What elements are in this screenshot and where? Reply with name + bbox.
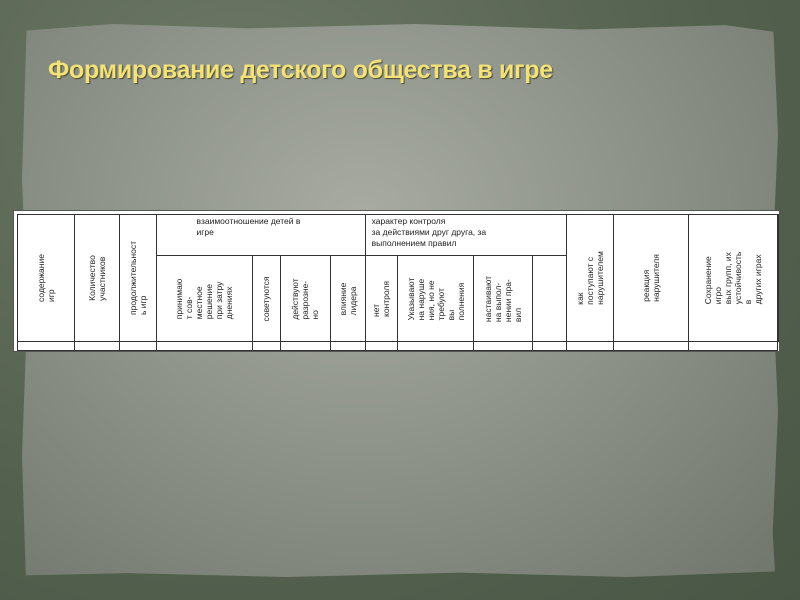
table-cell	[18, 342, 75, 351]
subheader-joint-decision: принимаю т сов- местное решение при затру днениях	[156, 256, 252, 342]
subheader-consult: советуются	[252, 256, 280, 342]
table-cell	[473, 342, 533, 351]
table-cell	[365, 342, 398, 351]
table-cell	[533, 342, 566, 351]
observation-table-frame	[13, 210, 780, 352]
subheader-leader: влияние лидера	[331, 256, 366, 342]
observation-table	[17, 214, 779, 351]
table-cell	[688, 342, 777, 351]
table-cell	[252, 342, 280, 351]
subheader-insist: настаивают на выпол- нении пра- вил	[473, 256, 533, 342]
subheader-point-violations: Указывают на наруше ния, но не требуют вы полнения	[398, 256, 474, 342]
header-participants: Количество участников	[75, 215, 120, 342]
header-violators: как поступают с нарушителем	[566, 215, 614, 342]
slide-title: Формирование детского общества в игре	[48, 56, 553, 84]
table-row	[18, 342, 779, 351]
subheader-no-control: нет контроля	[365, 256, 398, 342]
table-cell	[398, 342, 474, 351]
table-cell	[120, 342, 156, 351]
table-cell	[614, 342, 688, 351]
header-preservation: Сохранение игро вых групп, их устойчивость в других играх	[688, 215, 777, 342]
table-cell	[331, 342, 366, 351]
table-cell	[566, 342, 614, 351]
subheader-rules-spacer	[533, 256, 566, 342]
subheader-act-separately: действуют разрозне- но	[280, 256, 330, 342]
header-group-control: характер контроля за действиями друг друга, за выполнением правил	[365, 215, 566, 256]
header-duration: продолжительност ь игр	[120, 215, 156, 342]
header-notes	[778, 215, 779, 342]
table-cell	[75, 342, 120, 351]
table-cell	[280, 342, 330, 351]
header-game-content: содержание игр	[18, 215, 75, 342]
table-cell	[156, 342, 252, 351]
header-group-relations: взаимоотношение детей в игре	[156, 215, 365, 256]
header-reaction: реакция нарушителя	[614, 215, 688, 342]
